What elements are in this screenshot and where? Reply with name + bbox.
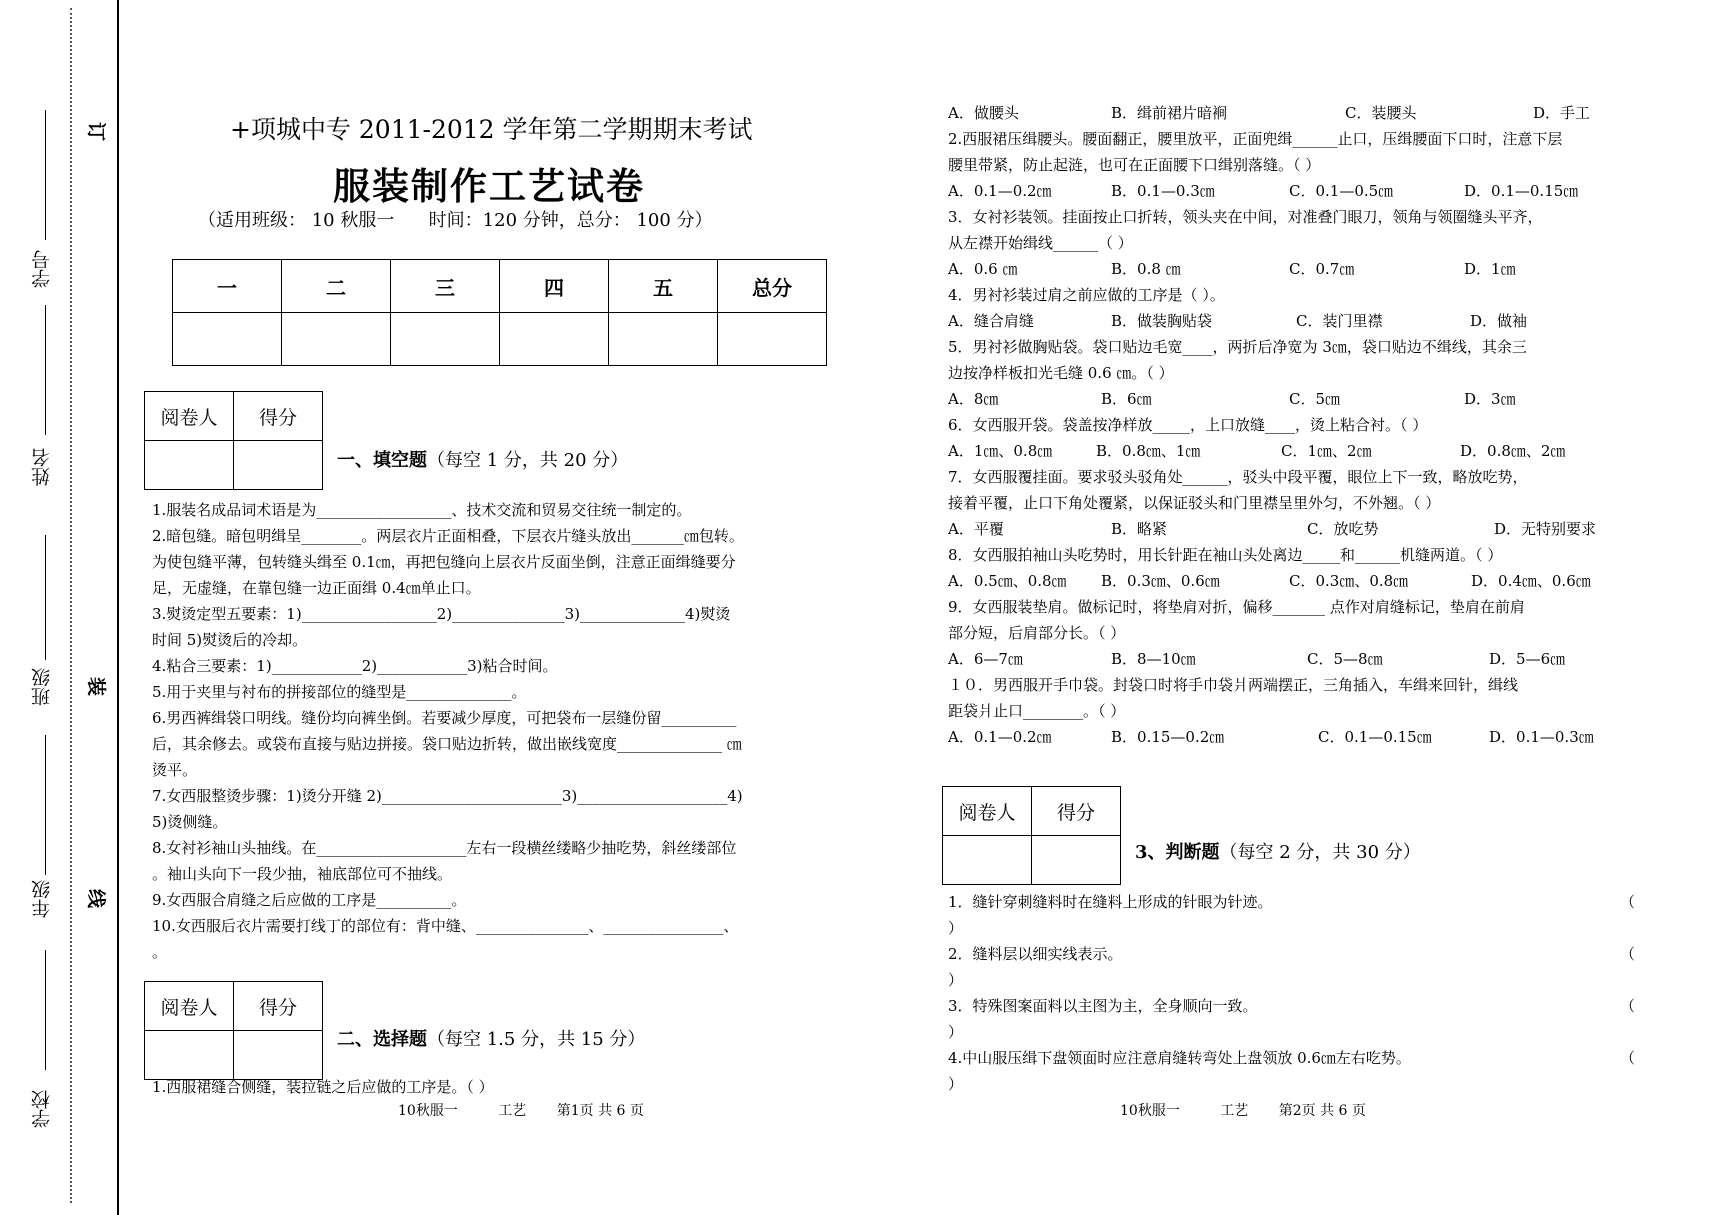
r-row <box>948 438 1566 464</box>
footer-subject: 工艺 <box>498 1103 527 1119</box>
score-label: 得分 <box>1032 787 1121 836</box>
footer-page: 第1页 共 6 页 <box>556 1103 644 1119</box>
option-b: B．6㎝ <box>1101 390 1152 408</box>
option-a: A．做腰头 <box>948 104 1019 122</box>
reviewer-label: 阅卷人 <box>145 982 234 1031</box>
footer-right <box>1120 1100 1366 1120</box>
judge-close-paren: ） <box>948 971 964 989</box>
r-row <box>948 256 1562 282</box>
option-a: A．6—7㎝ <box>948 650 1023 668</box>
r-line: 腰里带紧，防止起涟，也可在正面腰下口缉别落缝。（ ） <box>948 156 1321 174</box>
binding-char-zhuang: 装 <box>85 676 108 697</box>
reviewer-label: 阅卷人 <box>145 392 234 441</box>
reviewer-box-1 <box>144 391 323 490</box>
reviewer-box-2 <box>144 981 323 1080</box>
score-header-5: 五 <box>609 260 718 313</box>
label-student-id: 学号 <box>31 250 53 288</box>
section1-line: 。 <box>152 943 168 961</box>
binding-char-xian: 线 <box>85 888 108 909</box>
r-line: 5．男衬衫做胸贴袋。袋口贴边毛宽____，两折后净宽为 3㎝，袋口贴边不缉线，其余三 <box>948 338 1527 356</box>
r-row <box>948 516 1597 542</box>
r-row <box>948 308 1562 334</box>
option-d: D．1㎝ <box>1464 260 1516 278</box>
score-header-3: 三 <box>391 260 500 313</box>
r-row <box>948 646 1566 672</box>
score-label: 得分 <box>234 392 323 441</box>
option-b: B．0.1—0.3㎝ <box>1111 182 1215 200</box>
score-cell-1[interactable] <box>173 313 282 366</box>
option-c: C．0.7㎝ <box>1289 260 1355 278</box>
option-d: D．做袖 <box>1470 312 1528 330</box>
judge-item-3 <box>948 993 1638 1045</box>
judge-text: 2．缝料层以细实线表示。 <box>948 945 1123 963</box>
option-a: A．0.5㎝、0.8㎝ <box>948 572 1067 590</box>
underline-student-id-2 <box>45 305 46 435</box>
option-a: A．1㎝、0.8㎝ <box>948 442 1053 460</box>
option-b: B．8—10㎝ <box>1111 650 1196 668</box>
section1-line: 8.女衬衫袖山头抽线。在____________________左右一段横丝缕略少抽吃势，斜丝缕部位 <box>152 839 737 857</box>
r-line: 3．女衬衫装领。挂面按止口折转，领头夹在中间，对准叠门眼刀，领角与领圈缝头平齐， <box>948 208 1543 226</box>
score-header-4: 四 <box>500 260 609 313</box>
section3-heading <box>1135 838 1421 864</box>
r-line: 9．女西服装垫肩。做标记时，将垫肩对折，偏移_______ 点作对肩缝标记，垫肩在前肩 <box>948 598 1525 616</box>
reviewer-box-3 <box>942 786 1121 885</box>
r-line: 接着平覆，止口下角处覆紧，以保证驳头和门里襟呈里外匀，不外翘。（ ） <box>948 494 1441 512</box>
option-b: B．缉前裙片暗裥 <box>1111 104 1228 122</box>
judge-item-4 <box>948 1045 1638 1097</box>
option-b: B．0.8㎝、1㎝ <box>1096 442 1201 460</box>
r-row <box>948 178 1579 204</box>
section1-line: 7.女西服整烫步骤：1)烫分开缝 2)________________________3)____________________4) <box>152 787 743 805</box>
footer-left <box>398 1100 644 1120</box>
binding-char-ding: 订 <box>85 121 108 142</box>
section1-heading <box>337 446 628 472</box>
binding-solid-line <box>117 0 119 1215</box>
option-d: D．3㎝ <box>1464 390 1516 408</box>
r-line: 2.西服裙压缉腰头。腰面翻正，腰里放平，正面兜缉______止口，压缉腰面下口时，注意下层 <box>948 130 1563 148</box>
reviewer-label: 阅卷人 <box>943 787 1032 836</box>
option-b: B．0.15—0.2㎝ <box>1111 728 1225 746</box>
score-cell-5[interactable] <box>609 313 718 366</box>
score-header-1: 一 <box>173 260 282 313</box>
score-cell[interactable] <box>234 441 323 490</box>
section1-note: （每空 1 分，共 20 分） <box>427 450 629 471</box>
judge-open-paren: （ <box>1620 1049 1636 1067</box>
section3-title: 3、判断题 <box>1135 842 1220 863</box>
judge-close-paren: ） <box>948 1023 964 1041</box>
option-a: A．0.6 ㎝ <box>948 260 1018 278</box>
section1-line: 9.女西服合肩缝之后应做的工序是__________。 <box>152 891 467 909</box>
option-a: A．缝合肩缝 <box>948 312 1034 330</box>
option-c: C．放吃势 <box>1307 520 1379 538</box>
r-row <box>948 568 1591 594</box>
section1-title: 一、填空题 <box>337 450 427 471</box>
r-line: 边按净样板扣光毛缝 0.6 ㎝。（ ） <box>948 364 1174 382</box>
option-a: A．0.1—0.2㎝ <box>948 728 1052 746</box>
r-line: １０．男西服开手巾袋。封袋口时将手巾袋爿两端摆正，三角插入，车缉来回针，缉线 <box>948 676 1519 694</box>
judge-close-paren: ） <box>948 919 964 937</box>
section1-body <box>152 497 744 965</box>
section2-title: 二、选择题 <box>337 1029 427 1050</box>
option-d: D．0.1—0.3㎝ <box>1489 728 1594 746</box>
section1-line: 烫平。 <box>152 761 198 779</box>
option-c: C．0.1—0.15㎝ <box>1318 728 1432 746</box>
r-line: 距袋爿止口________。（ ） <box>948 702 1126 720</box>
section1-line: 时间 5)熨烫后的冷却。 <box>152 631 308 649</box>
section1-line: 5)烫侧缝。 <box>152 813 228 831</box>
section1-line: 2.暗包缝。暗包明缉呈________。两层衣片正面相叠，下层衣片缝头放出_______㎝包转。 <box>152 527 744 545</box>
label-class: 班级 <box>31 668 53 706</box>
option-c: C．0.1—0.5㎝ <box>1289 182 1394 200</box>
section1-line: 4.粘合三要素：1)____________2)____________3)粘合时间。 <box>152 657 558 675</box>
option-b: B．0.8 ㎝ <box>1111 260 1181 278</box>
binding-dotted-line <box>70 8 72 1203</box>
score-header-2: 二 <box>282 260 391 313</box>
section1-line: 5.用于夹里与衬布的拼接部位的缝型是______________。 <box>152 683 527 701</box>
option-c: C．装门里襟 <box>1296 312 1383 330</box>
exam-title: +项城中专 2011-2012 学年第二学期期末考试 <box>230 115 753 144</box>
option-b: B．做装胸贴袋 <box>1111 312 1213 330</box>
r-row <box>948 100 1591 126</box>
underline-grade <box>45 950 46 1070</box>
option-a: A．平覆 <box>948 520 1004 538</box>
score-label: 得分 <box>234 982 323 1031</box>
option-c: C．1㎝、2㎝ <box>1281 442 1372 460</box>
footer-class: 10秋服一 <box>1120 1103 1180 1119</box>
r-row <box>948 386 1562 412</box>
reviewer-cell[interactable] <box>145 1031 234 1080</box>
option-a: A．0.1—0.2㎝ <box>948 182 1052 200</box>
exam-info: （适用班级： 10 秋服一 时间：120 分钟，总分： 100 分） <box>198 210 713 231</box>
underline-name <box>45 535 46 660</box>
reviewer-cell[interactable] <box>943 836 1032 885</box>
judge-text: 4.中山服压缉下盘领面时应注意肩缝转弯处上盘领放 0.6㎝左右吃势。 <box>948 1049 1411 1067</box>
section3-body <box>948 889 1638 1097</box>
score-cell-4[interactable] <box>500 313 609 366</box>
judge-text: 1．缝针穿刺缝料时在缝料上形成的针眼为针迹。 <box>948 893 1273 911</box>
label-grade: 年级 <box>31 880 53 918</box>
section1-line: 6.男西裤缉袋口明线。缝份均向裤坐倒。若要减少厚度，可把袋布一层缝份留__________ <box>152 709 737 727</box>
r-line: 从左襟开始缉线______（ ） <box>948 234 1133 252</box>
option-c: C．0.3㎝、0.8㎝ <box>1289 572 1409 590</box>
reviewer-cell[interactable] <box>145 441 234 490</box>
option-d: D．0.8㎝、2㎝ <box>1460 442 1566 460</box>
judge-item-2 <box>948 941 1638 993</box>
option-d: D．0.1—0.15㎝ <box>1464 182 1579 200</box>
label-school: 学校 <box>31 1090 53 1128</box>
paper-title: 服装制作工艺试卷 <box>333 164 645 208</box>
r-line: 部分短，后肩部分长。（ ） <box>948 624 1126 642</box>
option-d: D．手工 <box>1533 104 1591 122</box>
option-d: D．0.4㎝、0.6㎝ <box>1471 572 1591 590</box>
section1-line: 足，无虚缝，在靠包缝一边正面缉 0.4㎝单止口。 <box>152 579 481 597</box>
section1-line: 10.女西服后衣片需要打线丁的部位有：背中缝、_______________、________________、 <box>152 917 739 935</box>
section1-line: 3.熨烫定型五要素：1)__________________2)_______________3)______________4)熨烫 <box>152 605 731 623</box>
right-body <box>948 100 1597 750</box>
score-header-total: 总分 <box>718 260 827 313</box>
judge-open-paren: （ <box>1620 893 1636 911</box>
score-cell-2[interactable] <box>282 313 391 366</box>
judge-item-1 <box>948 889 1638 941</box>
r-line: 4．男衬衫装过肩之前应做的工序是（ ）。 <box>948 286 1225 304</box>
judge-close-paren: ） <box>948 1075 964 1093</box>
section1-line: 。袖山头向下一段少抽，袖底部位可不抽线。 <box>152 865 453 883</box>
underline-class <box>45 735 46 875</box>
score-cell-total[interactable] <box>718 313 827 366</box>
section1-line: 1.服装名成品词术语是为__________________、技术交流和贸易交往统一制定的。 <box>152 501 692 519</box>
section2-heading <box>337 1025 645 1051</box>
section2-q1: 1.西服裙缝合侧缝，装拉链之后应做的工序是。（ ） <box>152 1078 494 1096</box>
r-row <box>948 724 1594 750</box>
option-c: C．装腰头 <box>1345 104 1417 122</box>
option-d: D．5—6㎝ <box>1489 650 1566 668</box>
option-b: B．0.3㎝、0.6㎝ <box>1101 572 1220 590</box>
option-a: A．8㎝ <box>948 390 999 408</box>
judge-text: 3．特殊图案面料以主图为主，全身顺向一致。 <box>948 997 1258 1015</box>
underline-student-id <box>45 110 46 240</box>
footer-class: 10秋服一 <box>398 1103 458 1119</box>
section3-note: （每空 2 分，共 30 分） <box>1219 842 1421 863</box>
section1-line: 为使包缝平薄，包转缝头缉至 0.1㎝，再把包缝向上层衣片反面坐倒，注意正面缉缝要分 <box>152 553 736 571</box>
label-name: 姓名 <box>31 448 53 486</box>
judge-open-paren: （ <box>1620 997 1636 1015</box>
score-cell[interactable] <box>1032 836 1121 885</box>
option-c: C．5—8㎝ <box>1307 650 1383 668</box>
r-line: 7．女西服覆挂面。要求驳头驳角处______，驳头中段平覆，眼位上下一致，略放吃势， <box>948 468 1528 486</box>
score-cell-3[interactable] <box>391 313 500 366</box>
option-b: B．略紧 <box>1111 520 1168 538</box>
score-cell[interactable] <box>234 1031 323 1080</box>
footer-page: 第2页 共 6 页 <box>1278 1103 1366 1119</box>
section2-note: （每空 1.5 分，共 15 分） <box>427 1029 646 1050</box>
score-table <box>172 259 827 366</box>
judge-open-paren: （ <box>1620 945 1636 963</box>
option-d: D．无特别要求 <box>1494 520 1597 538</box>
r-line: 8．女西服拍袖山头吃势时，用长针距在袖山头处离边_____和______机缝两道。（ ） <box>948 546 1503 564</box>
r-line: 6．女西服开袋。袋盖按净样放_____，上口放缝____，烫上粘合衬。（ ） <box>948 416 1428 434</box>
option-c: C．5㎝ <box>1289 390 1341 408</box>
section1-line: 后，其余修去。或袋布直接与贴边拼接。袋口贴边折转，做出嵌线宽度______________ ㎝ <box>152 735 742 753</box>
footer-subject: 工艺 <box>1220 1103 1249 1119</box>
